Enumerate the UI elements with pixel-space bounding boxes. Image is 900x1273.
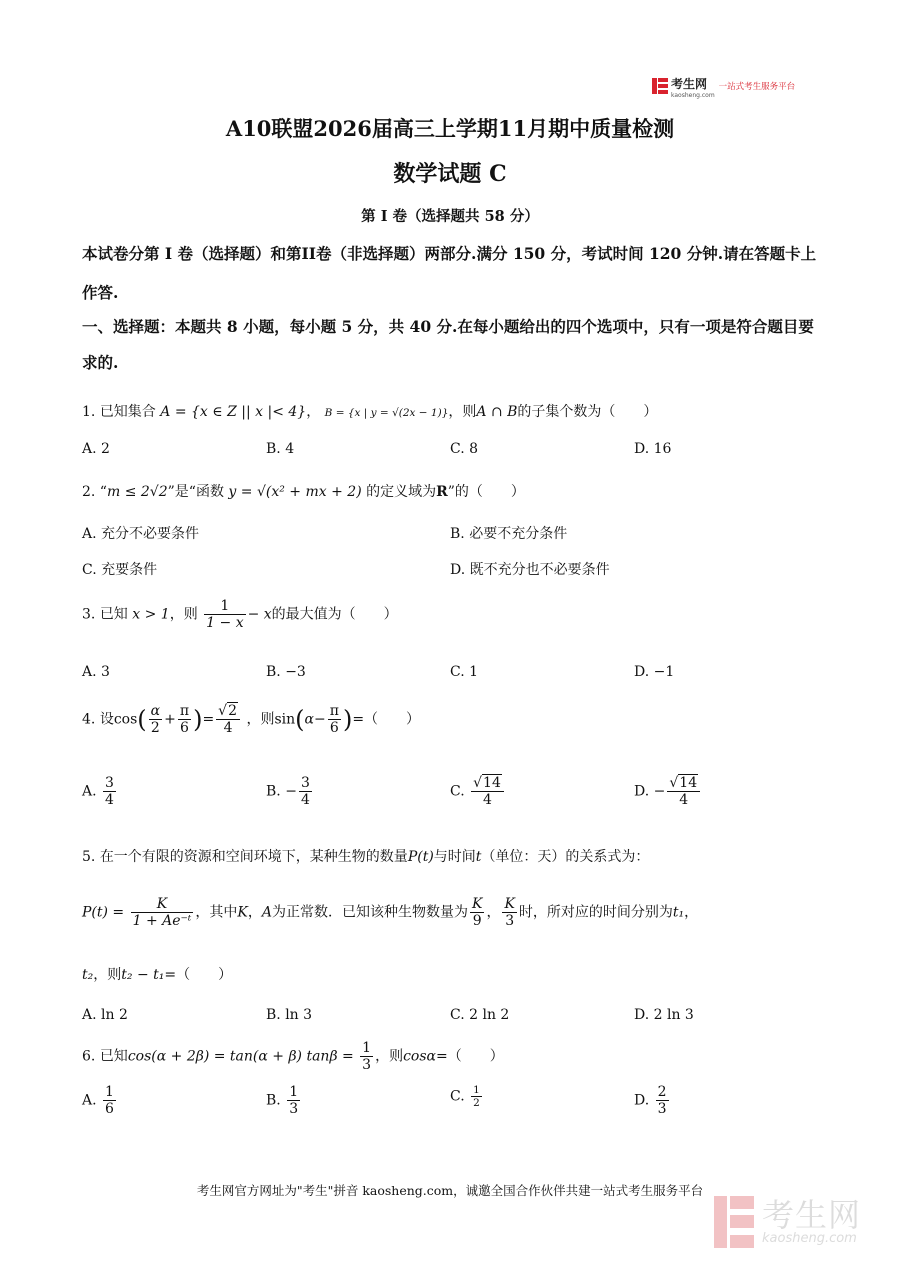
set-a: A = {x ∈ Z || x |< 4} <box>160 404 307 420</box>
fraction: $\frac{1}{3}$ <box>362 1040 372 1074</box>
math-expr: cosα <box>403 1048 437 1065</box>
section-heading: 一、选择题：本题共 8 小题，每小题 5 分，共 40 分.在每小题给出的四个选项中，只有一项是符合题目要求的. <box>82 317 814 372</box>
question-text: 的最大值为（ ） <box>271 606 398 623</box>
question-text: =（ ） <box>352 711 421 728</box>
option-a: A. 3 <box>82 664 110 680</box>
question-number: 6. <box>82 1048 96 1065</box>
math-expr: α <box>304 711 314 728</box>
math-expr: t₂ − t₁ <box>121 967 165 983</box>
option-c: C. $\frac{1}{2}$ <box>450 1084 480 1110</box>
option-d: D. 既不充分也不必要条件 <box>450 562 610 578</box>
question-text: ，则 <box>375 1048 404 1065</box>
volume-title: 第 I 卷（选择题共 58 分） <box>361 208 539 225</box>
option-a: A. $\frac{3}{4}$ <box>82 775 114 809</box>
footer-text: 考生网官方网址为"考生"拼音 kaosheng.com，诚邀全国合作伙伴共建一站式考生服务平台 <box>196 1183 704 1198</box>
subject-title: 数学试题 C <box>393 161 507 187</box>
question-text: ， <box>247 904 262 921</box>
question-number: 2. <box>82 484 96 500</box>
question-text: 的定义域为 <box>366 484 437 500</box>
option-d: D. −1 <box>634 664 675 680</box>
question-3 <box>82 598 398 631</box>
option-d: D. 2 ln 3 <box>634 1007 694 1023</box>
math-expr: cos <box>113 711 138 728</box>
option-b: B. ln 3 <box>266 1007 313 1023</box>
math-expr: P(t) <box>407 849 434 865</box>
fraction: $\frac{K}{9}$ <box>471 896 483 930</box>
question-number: 5. <box>82 849 96 865</box>
kaosheng-logo-icon <box>652 78 668 94</box>
question-1: 1. 已知集合 A = {x ∈ Z || x |< 4}， B = {x | y = √(2x − 1)}，则A ∩ B的子集个数为（ ） <box>82 404 658 420</box>
option-d: D. 16 <box>634 441 672 457</box>
question-4: 4. 设cos( $\frac{\alpha}{2}$ + $\frac{\pi}{6}$ )= $\frac{√2}{4}$ ，则sin(α− $\frac{\pi}{6}$ )=（ ） <box>82 703 421 737</box>
instructions: 本试卷分第 I 卷（选择题）和第II卷（非选择题）两部分.满分 150 分，考试时间 120 分钟.请在答题卡上作答. <box>82 244 817 302</box>
question-text: 已知 <box>99 1048 128 1065</box>
option-c: C. 2 ln 2 <box>450 1007 510 1023</box>
math-expr: − x <box>247 606 272 623</box>
question-text: ，则 <box>448 404 477 420</box>
exam-title: A10联盟2026届高三上学期11月期中质量检测 <box>225 116 675 141</box>
question-text: ， <box>684 904 699 921</box>
kaosheng-watermark-icon <box>714 1196 754 1248</box>
question-number: 4. <box>82 711 96 728</box>
math-expr: = <box>202 711 215 728</box>
question-text: 与时间 <box>433 849 476 865</box>
question-2: 2. “m ≤ 2√2”是“函数 y = √(x² + mx + 2) 的定义域为R”的（ ） <box>82 484 525 500</box>
set-b: B = {x | y = √(2x − 1)} <box>324 407 449 419</box>
question-text: 是“函数 <box>174 484 224 500</box>
option-d: D. $\frac{2}{3}$ <box>634 1084 667 1118</box>
question-text: 为正常数．已知该种生物数量为 <box>271 904 468 921</box>
fraction: $\frac{\pi}{6}$ <box>179 703 190 737</box>
question-number: 1. <box>82 404 96 420</box>
option-c: C. 1 <box>450 664 479 680</box>
question-text: 已知 <box>99 606 128 623</box>
math-expr: t₂ <box>82 967 94 983</box>
fraction: $\frac{\alpha}{2}$ <box>150 703 161 737</box>
header-logo <box>652 73 795 99</box>
option-c: C. 8 <box>450 441 479 457</box>
question-number: 3. <box>82 606 96 623</box>
question-text: =（ ） <box>164 967 233 983</box>
question-text: ，则 <box>169 606 198 623</box>
math-expr: m ≤ 2√2 <box>106 484 168 500</box>
question-text: =（ ） <box>436 1048 504 1065</box>
question-5 <box>82 846 649 866</box>
logo-name: 考生网 <box>671 77 708 91</box>
math-expr: K <box>237 904 248 921</box>
fraction: $\frac{√2}{4}$ <box>216 703 240 736</box>
option-b: B. 4 <box>266 441 295 457</box>
math-expr: t <box>475 849 482 865</box>
logo-url: kaosheng.com <box>671 92 715 99</box>
question-text: 的子集个数为（ ） <box>517 404 658 420</box>
option-b: B. − $\frac{3}{4}$ <box>266 775 310 809</box>
math-expr: A <box>261 904 272 921</box>
option-b: B. 必要不充分条件 <box>450 526 568 542</box>
watermark <box>714 1196 861 1248</box>
question-text: 时，所对应的时间分别为 <box>518 904 673 921</box>
option-b: B. −3 <box>266 664 306 680</box>
option-d: D. − $\frac{√14}{4}$ <box>634 775 702 808</box>
option-b: B. $\frac{1}{3}$ <box>266 1084 299 1118</box>
question-text: （单位：天）的关系式为： <box>481 849 650 865</box>
fraction: $\frac{K}{\text{1 + Ae⁻ᵗ}}$ <box>132 896 192 930</box>
question-text: 设 <box>99 711 114 728</box>
math-expr: sin <box>274 711 296 728</box>
option-a: A. $\frac{1}{6}$ <box>82 1084 114 1118</box>
question-text: ，其中 <box>195 904 238 921</box>
math-expr: A ∩ B <box>476 404 518 420</box>
question-text: ”的（ ） <box>447 484 525 500</box>
logo-slogan: 一站式考生服务平台 <box>718 82 796 92</box>
fraction: $\frac{K}{3}$ <box>504 896 515 930</box>
question-text: ， <box>486 904 501 921</box>
math-expr: + <box>164 711 176 728</box>
question-text: 已知集合 <box>99 404 156 420</box>
math-expr: cos(α + 2β) = tan(α + β) tanβ = <box>127 1048 354 1065</box>
watermark-url: kaosheng.com <box>762 1231 857 1246</box>
watermark-name: 考生网 <box>762 1196 862 1234</box>
math-expr: − <box>314 711 326 728</box>
option-a: A. 充分不必要条件 <box>82 526 200 542</box>
math-expr: x > 1 <box>132 606 170 623</box>
question-text: 在一个有限的资源和空间环境下，某种生物的数量 <box>99 849 408 865</box>
question-text: ，则 <box>246 711 275 728</box>
fraction: $\frac{\pi}{6}$ <box>329 703 339 737</box>
option-c: C. 充要条件 <box>82 562 158 578</box>
option-a: A. ln 2 <box>82 1007 128 1023</box>
math-expr: y = √(x² + mx + 2) <box>228 484 362 500</box>
question-5-line3 <box>82 964 232 984</box>
math-expr: P(t) = <box>82 904 125 921</box>
option-c: C. $\frac{√14}{4}$ <box>450 775 506 808</box>
math-expr: t₁ <box>672 904 685 921</box>
math-expr: R <box>436 484 448 500</box>
question-6 <box>82 1040 504 1073</box>
fraction: $\frac{1}{1 - x}$ <box>206 598 244 632</box>
option-a: A. 2 <box>82 441 110 457</box>
question-text: ，则 <box>93 967 122 983</box>
question-5-formula <box>82 896 698 929</box>
